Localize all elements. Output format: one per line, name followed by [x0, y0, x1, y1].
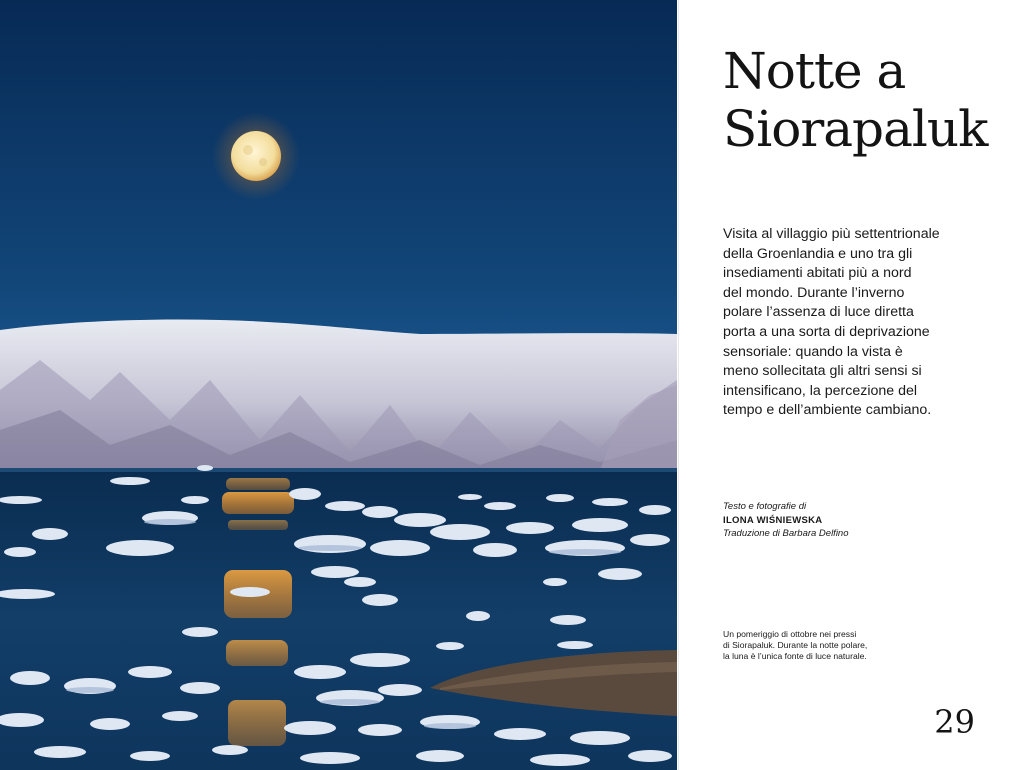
intro-line: porta a una sorta di deprivazione — [723, 323, 930, 340]
author-name: ILONA WIŚNIEWSKA — [723, 514, 823, 526]
article-credits — [723, 500, 973, 541]
intro-line: della Groenlandia e uno tra gli — [723, 245, 913, 262]
caption-line: Un pomeriggio di ottobre nei pressi — [723, 629, 857, 639]
intro-line: intensificano, la percezione del — [723, 382, 918, 399]
title-line: Siorapaluk — [723, 100, 988, 158]
article-title — [723, 42, 1013, 158]
caption-line: di Siorapaluk. Durante la notte polare, — [723, 640, 868, 651]
article-intro — [723, 225, 973, 421]
intro-line: insediamenti abitati più a nord — [723, 265, 912, 282]
photo-caption — [723, 629, 923, 663]
intro-line: meno sollecitata gli altri sensi si — [723, 363, 922, 380]
article-text-column — [678, 0, 1024, 770]
intro-line: sensoriale: quando la vista è — [723, 343, 903, 360]
page-number: 29 — [934, 703, 975, 741]
caption-line: la luna è l’unica fonte di luce naturale. — [723, 651, 867, 662]
credits-label: Testo e fotografie di — [723, 501, 807, 512]
title-line: Notte a — [723, 42, 906, 100]
intro-line: polare l’assenza di luce diretta — [723, 304, 914, 321]
intro-line: del mondo. Durante l’inverno — [723, 284, 905, 301]
intro-line: tempo e dell’ambiente cambiano. — [723, 402, 932, 419]
intro-line: Visita al villaggio più settentrionale — [723, 226, 940, 242]
translation-credit: Traduzione di Barbara Delfino — [723, 528, 849, 539]
